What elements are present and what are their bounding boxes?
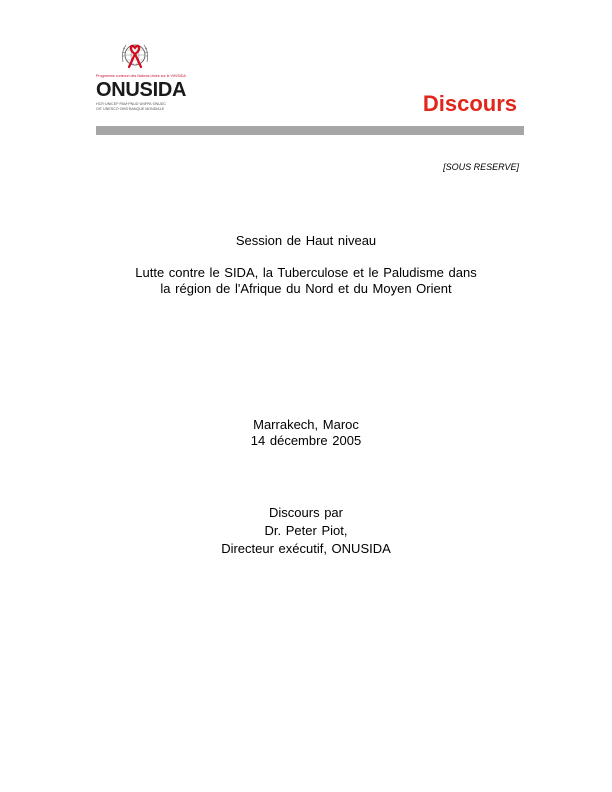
speech-by-label: Discours par xyxy=(269,505,343,520)
cosponsors-line-1: HCR·UNICEF·PAM·PNUD·UNFPA·ONUDC xyxy=(96,102,166,106)
header-rule xyxy=(96,126,524,135)
org-tagline: Programme commun des Nations Unies sur le VIH/SIDA xyxy=(96,74,186,78)
onusida-logo xyxy=(96,38,204,120)
topic-line-1: Lutte contre le SIDA, la Tuberculose et le Paludisme dans xyxy=(135,265,477,280)
topic-line-2: la région de l'Afrique du Nord et du Moyen Orient xyxy=(160,281,452,296)
document-type-title: Discours xyxy=(422,91,517,116)
speaker-role: Directeur exécutif, ONUSIDA xyxy=(221,541,391,556)
org-name: ONUSIDA xyxy=(96,79,187,101)
event-date: 14 décembre 2005 xyxy=(250,433,362,448)
cosponsors-line-2: OIT·UNESCO·OMS·BANQUE MONDIALE xyxy=(96,107,165,111)
event-place: Marrakech, Maroc xyxy=(253,417,359,432)
speaker-name: Dr. Peter Piot, xyxy=(264,523,348,538)
status-note: [SOUS RESERVE] xyxy=(443,162,519,172)
session-title: Session de Haut niveau xyxy=(235,233,377,248)
un-aids-emblem-icon xyxy=(118,38,152,72)
